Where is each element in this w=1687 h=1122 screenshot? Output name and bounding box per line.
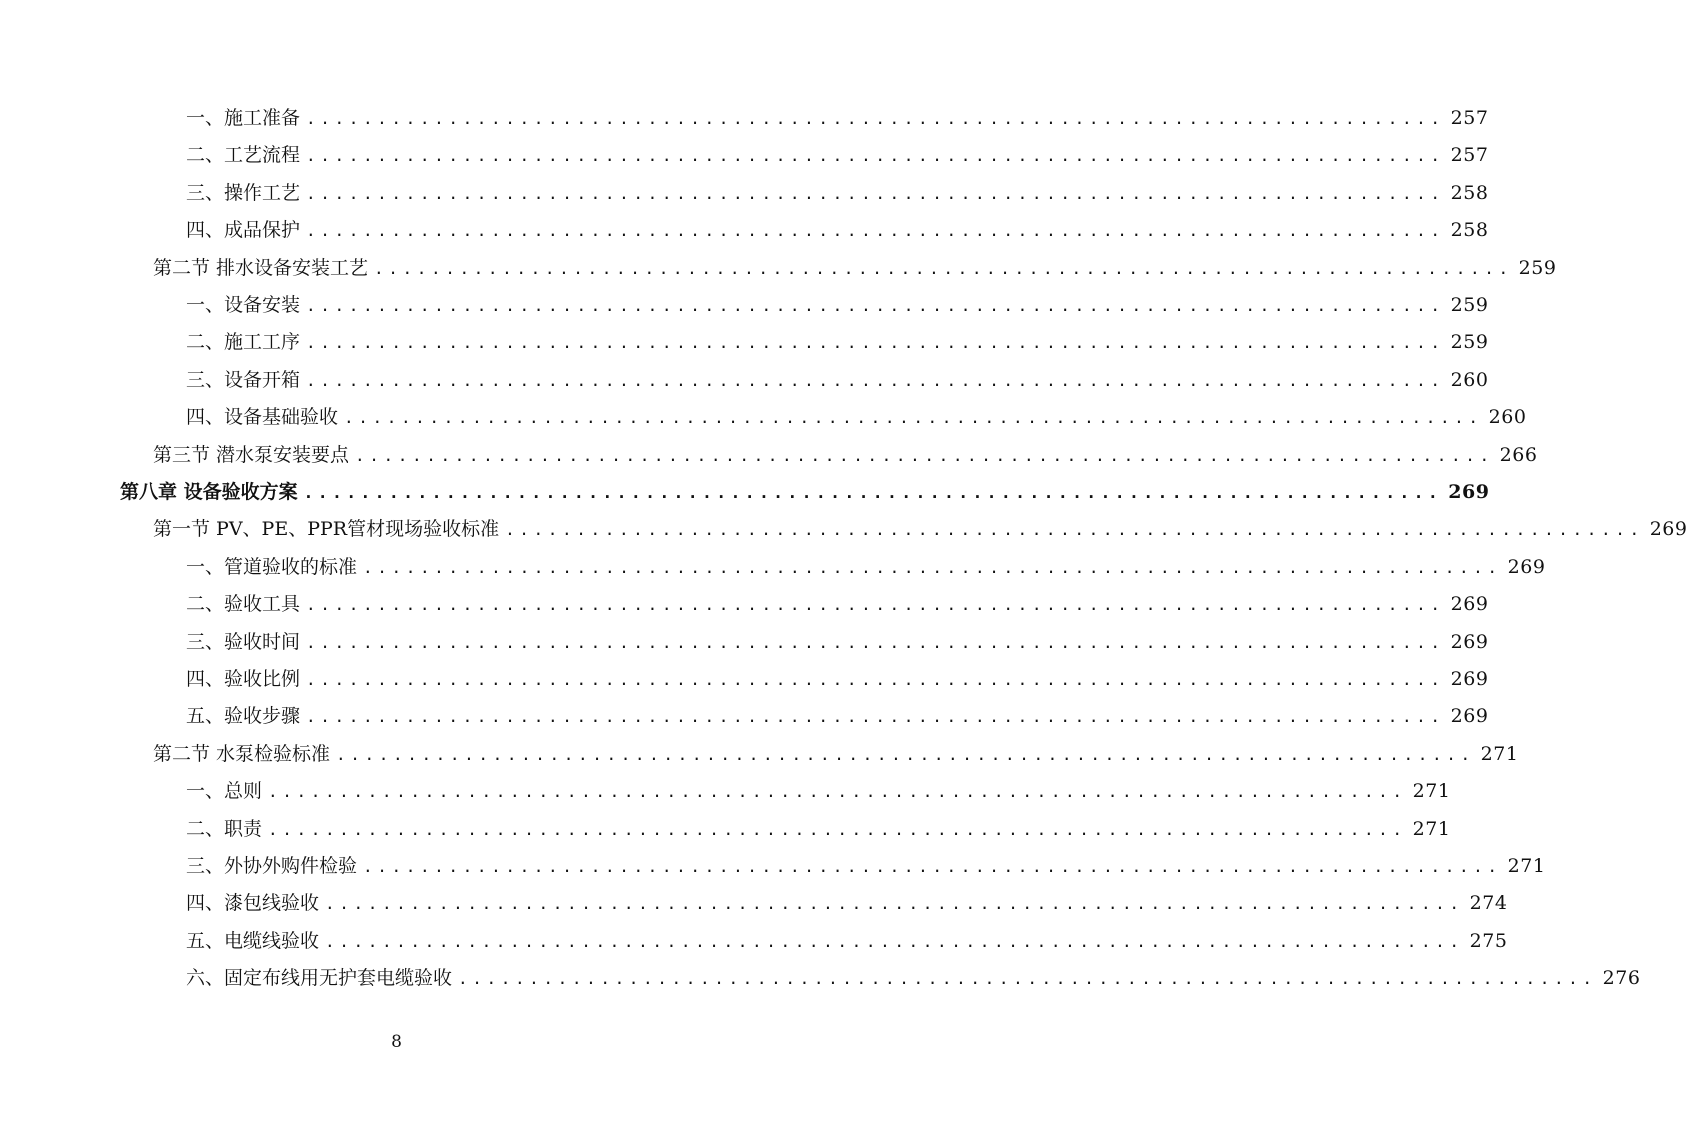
toc-entry-title: 四、设备基础验收 xyxy=(186,406,339,429)
toc-entry-page: 259 xyxy=(1518,256,1557,279)
toc-entry-title: 第二节 水泵检验标准 xyxy=(153,742,331,765)
toc-entry-title: 三、设备开箱 xyxy=(186,368,301,391)
toc-entry-title: 二、职责 xyxy=(186,817,263,840)
toc-entry-title: 六、固定布线用无护套电缆验收 xyxy=(186,967,453,990)
toc-entry[interactable] xyxy=(186,216,1489,245)
toc-entry-page: 269 xyxy=(1450,630,1489,653)
toc-entry[interactable] xyxy=(186,141,1489,170)
toc-entry[interactable] xyxy=(186,628,1489,657)
toc-leader-dots: ................................................................................ xyxy=(306,670,1445,689)
toc-entry[interactable] xyxy=(186,328,1489,357)
toc-entry-page: 271 xyxy=(1507,855,1546,877)
toc-leader-dots: ................................................................................ xyxy=(306,370,1445,390)
toc-entry-title: 第一节 PV、PE、PPR管材现场验收标准 xyxy=(153,518,500,541)
toc-leader-dots: ................................................................................ xyxy=(355,445,1494,465)
toc-entry[interactable] xyxy=(153,515,1687,544)
toc-entry[interactable] xyxy=(186,777,1451,806)
toc-entry[interactable] xyxy=(153,441,1538,470)
toc-leader-dots: ................................................................................ xyxy=(306,146,1445,166)
toc-entry-title: 一、总则 xyxy=(186,780,263,803)
toc-entry-page: 275 xyxy=(1469,929,1508,952)
toc-entry-title: 三、验收时间 xyxy=(186,630,301,653)
toc-leader-dots: ................................................................................ xyxy=(325,894,1464,914)
toc-entry-title: 二、施工工序 xyxy=(186,331,301,354)
toc-entry-page: 258 xyxy=(1450,181,1489,204)
toc-leader-dots: ................................................................................ xyxy=(268,782,1407,802)
toc-entry-title: 一、施工准备 xyxy=(186,107,301,129)
toc-leader-dots: ................................................................................ xyxy=(344,408,1483,428)
toc-entry[interactable] xyxy=(186,553,1546,582)
toc-entry-page: 257 xyxy=(1450,107,1489,129)
toc-chapter-entry[interactable] xyxy=(120,478,1490,507)
toc-leader-dots: ................................................................................ xyxy=(303,483,1443,502)
toc-leader-dots: ................................................................................ xyxy=(306,333,1445,353)
toc-entry-title: 第三节 潜水泵安装要点 xyxy=(153,443,350,466)
toc-entry-page: 271 xyxy=(1412,817,1451,840)
toc-leader-dots: ................................................................................ xyxy=(458,969,1597,989)
toc-entry-title: 第二节 排水设备安装工艺 xyxy=(153,256,369,279)
toc-entry-page: 266 xyxy=(1499,443,1538,466)
toc-leader-dots: ................................................................................ xyxy=(306,632,1445,652)
toc-entry[interactable] xyxy=(186,104,1489,133)
toc-entry-title: 四、漆包线验收 xyxy=(186,892,320,915)
toc-entry[interactable] xyxy=(186,889,1508,918)
toc-entry[interactable] xyxy=(186,291,1489,320)
toc-entry-title: 五、验收步骤 xyxy=(186,705,301,728)
toc-leader-dots: ................................................................................ xyxy=(268,819,1407,839)
toc-entry[interactable] xyxy=(186,815,1451,844)
toc-entry[interactable] xyxy=(186,366,1489,395)
toc-entry[interactable] xyxy=(186,590,1489,619)
toc-entry-page: 257 xyxy=(1450,144,1489,167)
toc-leader-dots: ................................................................................ xyxy=(505,520,1644,540)
toc-entry-title: 三、操作工艺 xyxy=(186,181,301,204)
toc-entry-title: 二、工艺流程 xyxy=(186,144,301,167)
toc-entry-page: 259 xyxy=(1450,294,1489,316)
toc-entry-page: 258 xyxy=(1450,219,1489,242)
toc-entry-page: 269 xyxy=(1507,555,1546,578)
toc-entry-page: 274 xyxy=(1469,892,1508,915)
toc-entry-page: 269 xyxy=(1448,481,1490,503)
toc-leader-dots: ................................................................................ xyxy=(325,931,1464,951)
toc-entry-title: 四、验收比例 xyxy=(186,668,301,690)
toc-entry-title: 一、管道验收的标准 xyxy=(186,555,358,578)
toc-leader-dots: ................................................................................ xyxy=(306,296,1445,315)
toc-leader-dots: ................................................................................ xyxy=(363,557,1502,577)
toc-entry-page: 271 xyxy=(1412,780,1451,803)
toc-entry-page: 269 xyxy=(1649,518,1687,541)
toc-leader-dots: ................................................................................ xyxy=(363,857,1502,876)
toc-entry[interactable] xyxy=(153,740,1519,769)
toc-entry-page: 259 xyxy=(1450,331,1489,354)
toc-entry-title: 二、验收工具 xyxy=(186,593,301,616)
toc-entry-page: 269 xyxy=(1450,705,1489,728)
toc-entry[interactable] xyxy=(186,179,1489,208)
toc-entry-page: 276 xyxy=(1602,967,1641,990)
toc-leader-dots: ................................................................................ xyxy=(306,595,1445,615)
toc-entry-title: 一、设备安装 xyxy=(186,294,301,316)
toc-entry[interactable] xyxy=(186,403,1527,432)
toc-entry[interactable] xyxy=(153,254,1557,283)
toc-entry-page: 269 xyxy=(1450,668,1489,690)
toc-entry[interactable] xyxy=(186,852,1546,881)
toc-entry-page: 260 xyxy=(1488,406,1527,429)
toc-entry-page: 269 xyxy=(1450,593,1489,616)
toc-entry[interactable] xyxy=(186,964,1641,993)
toc-leader-dots: ................................................................................ xyxy=(306,183,1445,203)
toc-leader-dots: ................................................................................ xyxy=(374,258,1513,278)
page-number: 8 xyxy=(391,1032,402,1052)
toc-leader-dots: ................................................................................ xyxy=(306,221,1445,241)
toc-entry-page: 260 xyxy=(1450,368,1489,391)
toc-leader-dots: ................................................................................ xyxy=(306,109,1445,128)
toc-entry[interactable] xyxy=(186,665,1489,694)
toc-leader-dots: ................................................................................ xyxy=(306,707,1445,727)
toc-entry[interactable] xyxy=(186,927,1508,956)
toc-entry-page: 271 xyxy=(1480,742,1519,765)
toc-entry-title: 五、电缆线验收 xyxy=(186,929,320,952)
toc-leader-dots: ................................................................................ xyxy=(336,744,1475,764)
toc-entry-title: 第八章 设备验收方案 xyxy=(120,481,298,503)
toc-entry[interactable] xyxy=(186,702,1489,731)
toc-entry-title: 三、外协外购件检验 xyxy=(186,855,358,877)
toc-entry-title: 四、成品保护 xyxy=(186,219,301,242)
